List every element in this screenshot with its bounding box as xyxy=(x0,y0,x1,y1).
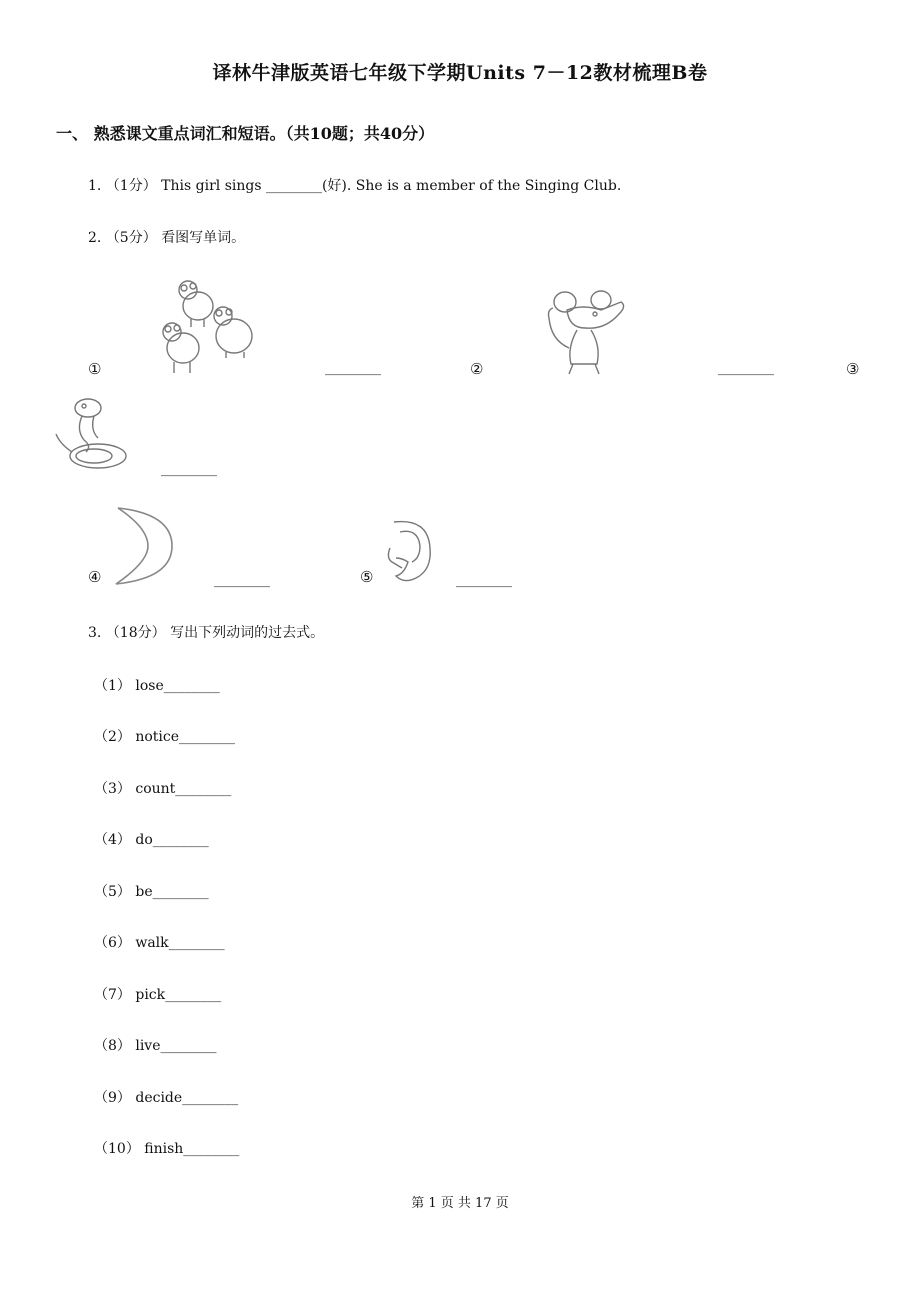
sheep-icon xyxy=(158,272,270,380)
question-1: 1. （1分） This girl sings ________(好). She is a member of the Singing Club. xyxy=(88,178,622,194)
snake-icon xyxy=(54,396,130,474)
picture-mark-5: ⑤ xyxy=(360,568,374,586)
section-heading: 一、 熟悉课文重点词汇和短语。（共10题；共40分） xyxy=(56,124,435,143)
question-3: 3. （18分） 写出下列动词的过去式。 xyxy=(88,625,325,641)
list-item: （7） pick________ xyxy=(94,987,222,1003)
ear-icon xyxy=(382,518,434,584)
list-item: （10） finish________ xyxy=(94,1141,240,1157)
answer-blank-4[interactable]: ________ xyxy=(214,572,270,588)
list-item: （2） notice________ xyxy=(94,729,236,745)
question-2: 2. （5分） 看图写单词。 xyxy=(88,230,246,246)
picture-mark-1: ① xyxy=(88,360,102,378)
page-footer: 第 1 页 共 17 页 xyxy=(411,1196,509,1211)
answer-blank-1[interactable]: ________ xyxy=(325,360,381,376)
list-item: （9） decide________ xyxy=(94,1090,239,1106)
mouse-icon xyxy=(543,288,633,380)
page-title: 译林牛津版英语七年级下学期Units 7－12教材梳理B卷 xyxy=(212,62,708,84)
list-item: （3） count________ xyxy=(94,781,232,797)
picture-mark-3: ③ xyxy=(846,360,860,378)
answer-blank-2[interactable]: ________ xyxy=(718,360,774,376)
list-item: （1） lose________ xyxy=(94,678,220,694)
list-item: （8） live________ xyxy=(94,1038,217,1054)
picture-mark-2: ② xyxy=(470,360,484,378)
picture-mark-4: ④ xyxy=(88,568,102,586)
answer-blank-5[interactable]: ________ xyxy=(456,572,512,588)
list-item: （4） do________ xyxy=(94,832,209,848)
answer-blank-3[interactable]: ________ xyxy=(161,461,217,477)
moon-icon xyxy=(112,506,178,586)
list-item: （5） be________ xyxy=(94,884,209,900)
list-item: （6） walk________ xyxy=(94,935,225,951)
